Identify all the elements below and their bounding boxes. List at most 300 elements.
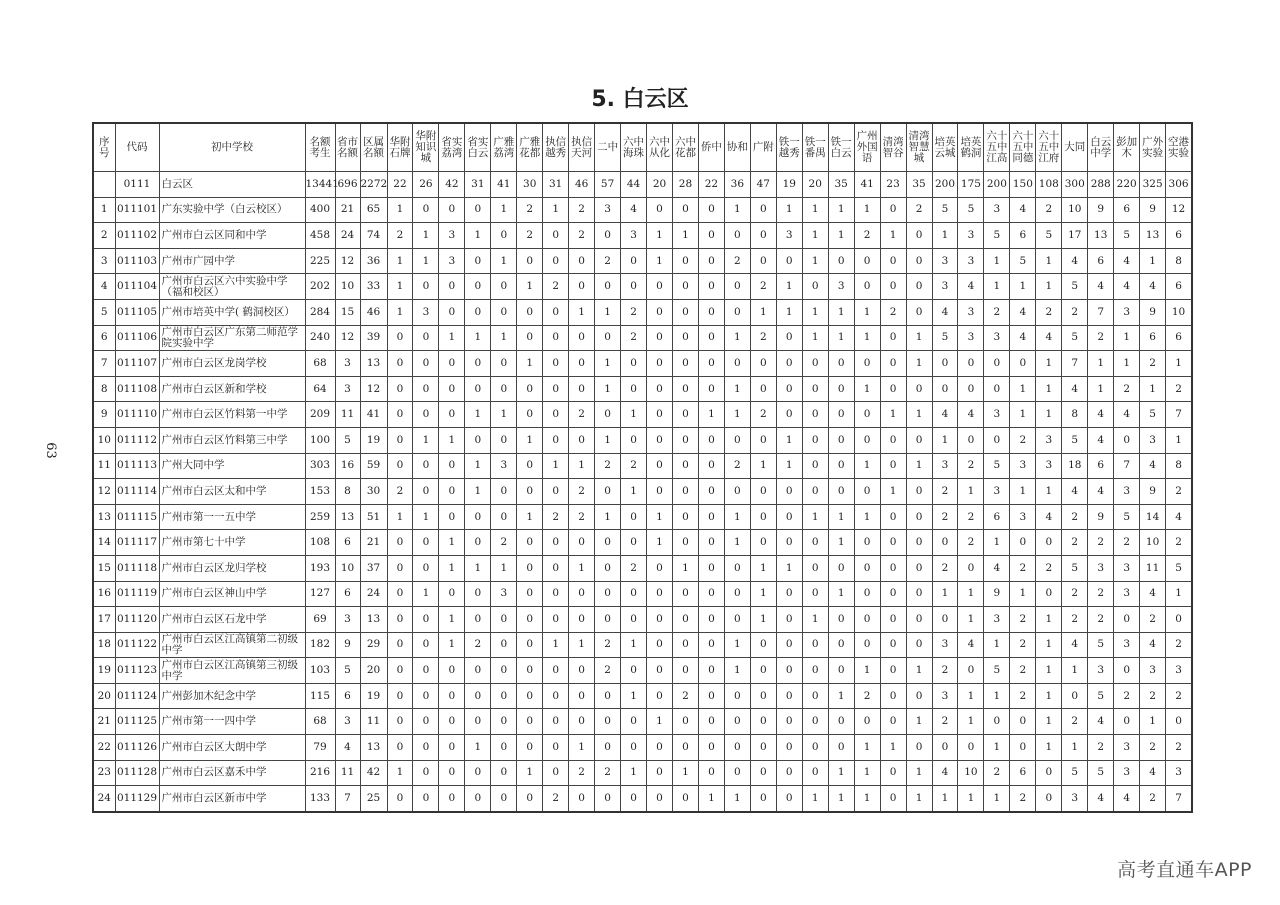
quota-cell: 4 xyxy=(621,197,647,223)
quota-cell: 1 xyxy=(595,376,621,402)
quota-cell: 1 xyxy=(854,376,880,402)
quota-cell: 16 xyxy=(335,453,360,479)
school-name: 广州市培英中学( 鹤洞校区） xyxy=(159,299,305,325)
quota-cell: 4 xyxy=(1062,479,1088,505)
school-name: 广州市白云区竹料第一中学 xyxy=(159,402,305,428)
quota-cell: 0 xyxy=(1010,351,1036,377)
quota-cell: 209 xyxy=(305,402,335,428)
quota-cell: 127 xyxy=(305,581,335,607)
quota-cell: 1 xyxy=(984,248,1010,274)
quota-cell: 1 xyxy=(647,504,673,530)
quota-cell: 0 xyxy=(880,504,906,530)
quota-cell: 1 xyxy=(569,299,595,325)
quota-cell: 1 xyxy=(724,658,750,684)
quota-cell: 0 xyxy=(595,786,621,812)
quota-cell: 2 xyxy=(569,760,595,786)
quota-cell: 2 xyxy=(621,453,647,479)
table-row xyxy=(93,607,1192,633)
quota-cell: 1 xyxy=(984,530,1010,556)
quota-cell: 0 xyxy=(465,248,491,274)
quota-cell: 0 xyxy=(958,427,984,453)
quota-cell: 29 xyxy=(360,632,387,658)
quota-cell: 0 xyxy=(1062,683,1088,709)
quota-cell: 3 xyxy=(984,402,1010,428)
quota-cell: 0 xyxy=(958,351,984,377)
quota-cell: 74 xyxy=(360,223,387,249)
quota-cell: 0 xyxy=(491,351,517,377)
quota-cell: 0 xyxy=(569,786,595,812)
quota-cell: 3 xyxy=(1166,760,1192,786)
column-header: 六十五中江高 xyxy=(984,123,1010,172)
quota-cell: 13 xyxy=(360,735,387,761)
column-header: 省市名额 xyxy=(335,123,360,172)
row-number: 16 xyxy=(93,581,115,607)
quota-cell: 4 xyxy=(1140,760,1166,786)
quota-cell: 0 xyxy=(724,351,750,377)
quota-cell: 1 xyxy=(984,735,1010,761)
quota-cell: 0 xyxy=(517,683,543,709)
quota-cell: 0 xyxy=(776,735,802,761)
quota-cell: 3 xyxy=(958,223,984,249)
school-code: 011108 xyxy=(115,376,159,402)
school-name: 广州彭加木纪念中学 xyxy=(159,683,305,709)
page-number: 63 xyxy=(42,442,58,459)
quota-cell: 0 xyxy=(880,607,906,633)
quota-cell: 6 xyxy=(1140,325,1166,351)
quota-cell: 0 xyxy=(439,197,465,223)
quota-cell: 0 xyxy=(387,709,413,735)
quota-cell: 13 xyxy=(1140,223,1166,249)
quota-cell: 0 xyxy=(569,658,595,684)
quota-cell: 0 xyxy=(439,402,465,428)
quota-cell: 3 xyxy=(1140,427,1166,453)
quota-cell: 0 xyxy=(621,581,647,607)
quota-cell: 0 xyxy=(439,735,465,761)
quota-cell: 0 xyxy=(672,197,698,223)
quota-cell: 0 xyxy=(698,427,724,453)
quota-cell: 0 xyxy=(880,632,906,658)
quota-cell: 2 xyxy=(1088,581,1114,607)
school-code: 011104 xyxy=(115,274,159,300)
quota-cell: 0 xyxy=(569,325,595,351)
quota-cell: 1 xyxy=(854,453,880,479)
quota-cell: 0 xyxy=(854,530,880,556)
quota-cell: 1 xyxy=(854,760,880,786)
quota-cell: 175 xyxy=(958,172,984,198)
quota-cell: 5 xyxy=(984,223,1010,249)
quota-cell: 0 xyxy=(413,351,439,377)
quota-cell: 0 xyxy=(439,683,465,709)
quota-cell: 3 xyxy=(1114,760,1140,786)
quota-cell: 0 xyxy=(387,325,413,351)
quota-cell: 0 xyxy=(621,530,647,556)
quota-cell: 0 xyxy=(906,299,932,325)
school-name: 广州市白云区太和中学 xyxy=(159,479,305,505)
quota-cell: 0 xyxy=(387,683,413,709)
school-name: 广州市白云区龙岗学校 xyxy=(159,351,305,377)
quota-cell: 6 xyxy=(1166,274,1192,300)
quota-cell: 3 xyxy=(335,607,360,633)
page-title: 5. 白云区 xyxy=(591,87,689,112)
quota-cell: 2 xyxy=(1062,607,1088,633)
quota-cell: 2 xyxy=(621,299,647,325)
quota-cell: 3 xyxy=(932,274,958,300)
quota-cell: 1 xyxy=(387,197,413,223)
quota-cell: 0 xyxy=(439,453,465,479)
quota-cell: 0 xyxy=(595,274,621,300)
quota-cell: 0 xyxy=(906,607,932,633)
quota-cell: 0 xyxy=(880,197,906,223)
quota-cell: 0 xyxy=(517,786,543,812)
quota-cell: 2 xyxy=(595,248,621,274)
quota-cell: 3 xyxy=(621,223,647,249)
quota-cell: 300 xyxy=(1062,172,1088,198)
quota-cell: 1 xyxy=(387,274,413,300)
quota-cell: 2 xyxy=(569,504,595,530)
quota-cell: 1 xyxy=(750,453,776,479)
quota-cell: 1 xyxy=(387,248,413,274)
quota-cell: 1 xyxy=(1140,248,1166,274)
quota-cell: 0 xyxy=(906,581,932,607)
quota-cell: 1 xyxy=(672,760,698,786)
quota-cell: 3 xyxy=(1036,427,1062,453)
quota-cell: 2 xyxy=(724,248,750,274)
quota-cell: 13 xyxy=(360,351,387,377)
table-row xyxy=(93,709,1192,735)
quota-cell: 0 xyxy=(465,351,491,377)
quota-cell: 10 xyxy=(1166,299,1192,325)
quota-cell: 9 xyxy=(335,632,360,658)
quota-cell: 0 xyxy=(413,453,439,479)
quota-cell: 0 xyxy=(1114,709,1140,735)
quota-cell: 0 xyxy=(517,632,543,658)
quota-cell: 1 xyxy=(1062,735,1088,761)
quota-cell: 0 xyxy=(880,325,906,351)
quota-cell: 3 xyxy=(958,325,984,351)
school-name: 广州市白云区新和学校 xyxy=(159,376,305,402)
quota-cell: 4 xyxy=(335,735,360,761)
table-header-row xyxy=(93,123,1192,172)
quota-cell: 1 xyxy=(621,760,647,786)
quota-cell: 1 xyxy=(880,402,906,428)
quota-cell: 0 xyxy=(750,248,776,274)
quota-cell: 0 xyxy=(880,427,906,453)
quota-cell: 2 xyxy=(1036,197,1062,223)
quota-cell: 4 xyxy=(1114,786,1140,812)
quota-cell: 0 xyxy=(776,709,802,735)
quota-cell: 0 xyxy=(465,709,491,735)
quota-cell: 0 xyxy=(672,402,698,428)
quota-cell: 0 xyxy=(595,607,621,633)
table-row xyxy=(93,274,1192,300)
quota-cell: 0 xyxy=(543,607,569,633)
quota-cell: 0 xyxy=(672,453,698,479)
quota-cell: 0 xyxy=(958,658,984,684)
school-code: 011103 xyxy=(115,248,159,274)
quota-cell: 4 xyxy=(958,402,984,428)
quota-cell: 3 xyxy=(1088,658,1114,684)
quota-cell: 2 xyxy=(958,504,984,530)
school-code: 011107 xyxy=(115,351,159,377)
quota-cell: 0 xyxy=(647,786,673,812)
quota-cell: 2 xyxy=(569,223,595,249)
column-header: 华附石牌 xyxy=(387,123,413,172)
quota-cell: 400 xyxy=(305,197,335,223)
quota-cell: 2 xyxy=(1062,709,1088,735)
quota-cell: 12 xyxy=(360,376,387,402)
quota-cell: 5 xyxy=(984,658,1010,684)
quota-cell: 0 xyxy=(776,683,802,709)
column-header: 二中 xyxy=(595,123,621,172)
quota-cell: 1 xyxy=(569,555,595,581)
quota-cell: 2 xyxy=(1114,530,1140,556)
quota-cell: 2 xyxy=(1140,735,1166,761)
row-number: 19 xyxy=(93,658,115,684)
quota-cell: 1 xyxy=(387,504,413,530)
school-name: 广州市白云区石龙中学 xyxy=(159,607,305,633)
quota-cell: 0 xyxy=(413,197,439,223)
table-row xyxy=(93,658,1192,684)
quota-cell: 0 xyxy=(828,248,854,274)
quota-cell: 10 xyxy=(335,274,360,300)
quota-cell: 1 xyxy=(647,530,673,556)
quota-cell: 9 xyxy=(1088,197,1114,223)
quota-cell: 1 xyxy=(517,760,543,786)
quota-cell: 0 xyxy=(647,453,673,479)
quota-cell: 0 xyxy=(543,248,569,274)
quota-cell: 5 xyxy=(1062,555,1088,581)
quota-cell: 0 xyxy=(543,683,569,709)
quota-cell: 1 xyxy=(958,786,984,812)
quota-cell: 0 xyxy=(387,786,413,812)
quota-cell: 5 xyxy=(1088,683,1114,709)
school-name: 广州市第一一四中学 xyxy=(159,709,305,735)
quota-cell: 1 xyxy=(1036,607,1062,633)
quota-cell: 0 xyxy=(880,555,906,581)
quota-cell: 3 xyxy=(1062,786,1088,812)
quota-cell: 3 xyxy=(1114,632,1140,658)
quota-cell: 0 xyxy=(647,607,673,633)
quota-cell: 4 xyxy=(1088,786,1114,812)
quota-cell: 0 xyxy=(672,248,698,274)
quota-cell: 0 xyxy=(672,376,698,402)
quota-cell: 2 xyxy=(543,504,569,530)
quota-cell: 3 xyxy=(1114,479,1140,505)
quota-cell: 1 xyxy=(828,504,854,530)
quota-cell: 259 xyxy=(305,504,335,530)
quota-cell: 1 xyxy=(543,632,569,658)
table-row xyxy=(93,479,1192,505)
quota-cell: 0 xyxy=(621,248,647,274)
quota-cell: 35 xyxy=(906,172,932,198)
quota-cell: 37 xyxy=(360,555,387,581)
school-name: 广州市白云区新市中学 xyxy=(159,786,305,812)
quota-cell: 0 xyxy=(439,376,465,402)
school-code: 011110 xyxy=(115,402,159,428)
column-header: 名额考生 xyxy=(305,123,335,172)
quota-cell: 5 xyxy=(335,427,360,453)
quota-cell: 1 xyxy=(880,735,906,761)
quota-cell: 0 xyxy=(828,402,854,428)
quota-cell: 0 xyxy=(854,479,880,505)
quota-cell: 0 xyxy=(750,530,776,556)
quota-cell: 2 xyxy=(1010,786,1036,812)
quota-cell: 0 xyxy=(1036,581,1062,607)
quota-cell: 1 xyxy=(439,555,465,581)
quota-cell: 2 xyxy=(1062,581,1088,607)
quota-cell: 1 xyxy=(958,683,984,709)
quota-cell: 1 xyxy=(880,479,906,505)
quota-cell: 5 xyxy=(1088,760,1114,786)
quota-cell: 0 xyxy=(439,504,465,530)
quota-cell: 0 xyxy=(984,351,1010,377)
quota-cell: 1 xyxy=(439,530,465,556)
school-name: 广州市白云区六中实验中学（福和校区） xyxy=(159,274,305,300)
quota-cell: 0 xyxy=(802,453,828,479)
quota-cell: 0 xyxy=(750,427,776,453)
quota-cell: 0 xyxy=(439,299,465,325)
school-name: 广州市白云区嘉禾中学 xyxy=(159,760,305,786)
quota-cell: 0 xyxy=(828,427,854,453)
quota-cell: 0 xyxy=(1010,530,1036,556)
quota-cell: 0 xyxy=(880,786,906,812)
column-header: 省实荔湾 xyxy=(439,123,465,172)
table-row xyxy=(93,376,1192,402)
school-code: 011112 xyxy=(115,427,159,453)
quota-cell: 0 xyxy=(595,479,621,505)
quota-cell: 0 xyxy=(724,607,750,633)
row-number: 13 xyxy=(93,504,115,530)
quota-cell: 8 xyxy=(335,479,360,505)
quota-cell: 4 xyxy=(1010,299,1036,325)
quota-cell: 0 xyxy=(854,581,880,607)
quota-cell: 1 xyxy=(621,402,647,428)
quota-cell: 0 xyxy=(569,376,595,402)
quota-cell: 0 xyxy=(750,479,776,505)
quota-cell: 0 xyxy=(698,555,724,581)
quota-cell: 288 xyxy=(1088,172,1114,198)
quota-cell: 0 xyxy=(569,274,595,300)
quota-cell: 35 xyxy=(828,172,854,198)
quota-cell: 0 xyxy=(828,479,854,505)
quota-cell: 2 xyxy=(672,683,698,709)
quota-cell: 2 xyxy=(932,555,958,581)
quota-cell: 15 xyxy=(335,299,360,325)
quota-cell: 1 xyxy=(854,325,880,351)
quota-cell: 1 xyxy=(802,223,828,249)
quota-cell: 1 xyxy=(413,427,439,453)
quota-cell: 0 xyxy=(543,325,569,351)
quota-cell: 0 xyxy=(517,325,543,351)
quota-cell: 4 xyxy=(1114,274,1140,300)
quota-cell: 0 xyxy=(517,607,543,633)
school-name: 广州市白云区广东第二师范学院实验中学 xyxy=(159,325,305,351)
quota-cell: 0 xyxy=(880,760,906,786)
quota-cell: 2 xyxy=(517,197,543,223)
row-number: 4 xyxy=(93,274,115,300)
quota-cell: 5 xyxy=(932,325,958,351)
table-row xyxy=(93,402,1192,428)
quota-cell: 4 xyxy=(932,760,958,786)
quota-cell: 0 xyxy=(387,735,413,761)
column-header: 序号 xyxy=(93,123,115,172)
quota-cell: 0 xyxy=(413,709,439,735)
quota-cell: 1 xyxy=(724,376,750,402)
school-code: 011118 xyxy=(115,555,159,581)
quota-cell: 1 xyxy=(1140,709,1166,735)
quota-cell: 0 xyxy=(854,274,880,300)
quota-cell: 0 xyxy=(854,632,880,658)
quota-cell: 0 xyxy=(647,735,673,761)
quota-cell: 5 xyxy=(1062,760,1088,786)
quota-cell: 153 xyxy=(305,479,335,505)
quota-cell: 2 xyxy=(621,555,647,581)
table-row xyxy=(93,760,1192,786)
quota-cell: 2 xyxy=(932,479,958,505)
quota-cell: 0 xyxy=(828,735,854,761)
row-number: 18 xyxy=(93,632,115,658)
quota-cell: 2 xyxy=(1166,632,1192,658)
quota-cell: 3 xyxy=(1114,581,1140,607)
quota-cell: 303 xyxy=(305,453,335,479)
quota-cell: 0 xyxy=(647,325,673,351)
quota-cell: 0 xyxy=(854,427,880,453)
quota-cell: 0 xyxy=(647,197,673,223)
quota-cell: 4 xyxy=(958,274,984,300)
quota-cell: 0 xyxy=(413,658,439,684)
quota-cell: 46 xyxy=(360,299,387,325)
quota-cell: 1 xyxy=(439,607,465,633)
quota-cell: 1 xyxy=(750,299,776,325)
quota-cell: 2 xyxy=(932,504,958,530)
quota-cell: 2 xyxy=(750,402,776,428)
quota-cell: 1 xyxy=(1036,735,1062,761)
quota-cell: 1 xyxy=(1114,325,1140,351)
quota-cell: 0 xyxy=(387,453,413,479)
quota-cell: 1 xyxy=(776,197,802,223)
quota-cell: 1 xyxy=(465,555,491,581)
quota-cell: 3 xyxy=(491,581,517,607)
quota-cell: 9 xyxy=(1140,197,1166,223)
quota-cell: 1 xyxy=(906,658,932,684)
quota-cell: 0 xyxy=(776,658,802,684)
quota-cell: 0 xyxy=(491,479,517,505)
column-header: 清湾智谷 xyxy=(880,123,906,172)
quota-cell: 0 xyxy=(880,709,906,735)
quota-cell: 0 xyxy=(595,581,621,607)
quota-cell: 2 xyxy=(1010,632,1036,658)
quota-cell: 0 xyxy=(491,735,517,761)
quota-cell: 11 xyxy=(360,709,387,735)
quota-cell: 0 xyxy=(802,555,828,581)
quota-cell: 26 xyxy=(413,172,439,198)
quota-cell: 1 xyxy=(465,735,491,761)
quota-cell: 4 xyxy=(958,632,984,658)
quota-cell: 1 xyxy=(465,402,491,428)
quota-cell: 0 xyxy=(802,632,828,658)
column-header: 华附知识城 xyxy=(413,123,439,172)
quota-cell: 0 xyxy=(439,709,465,735)
quota-cell: 3 xyxy=(1036,453,1062,479)
quota-cell: 0 xyxy=(672,427,698,453)
quota-cell: 2 xyxy=(1036,555,1062,581)
row-number: 1 xyxy=(93,197,115,223)
row-number: 8 xyxy=(93,376,115,402)
quota-cell: 2 xyxy=(932,709,958,735)
quota-cell: 0 xyxy=(802,274,828,300)
school-code: 011105 xyxy=(115,299,159,325)
quota-cell: 0 xyxy=(698,709,724,735)
